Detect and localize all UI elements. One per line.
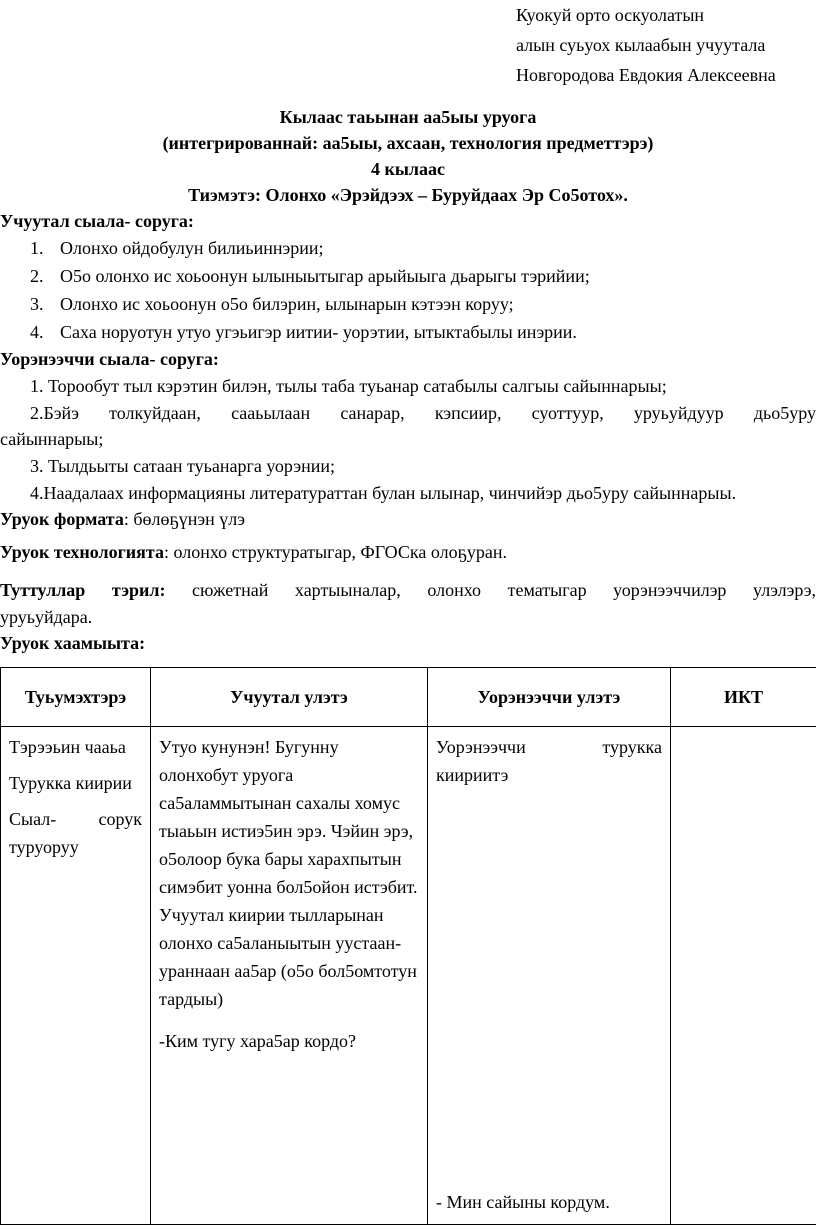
table-row	[1, 727, 816, 1225]
teacher-goal-item: 2. О5о олонхо ис хоьоонун ылыныытыгар арыйыыга дьарыгы тэрийии;	[30, 266, 590, 286]
student-goal-item: 4.Наадалаах информацияны литератураттан булан ылынар, чинчийэр дьо5уру сайыннарыы.	[30, 483, 737, 503]
lesson-grade: 4 кылаас	[370, 159, 445, 179]
teacher-goal-item: 1. Олонхо ойдобулун билиьиннэрии;	[30, 238, 324, 258]
ict-cell	[671, 727, 816, 1225]
lesson-materials-cont: уруьуйдара.	[0, 607, 93, 627]
student-goal-item: 2.Бэйэ толкуйдаан, сааьылаан санарар, кэпсиир, суоттуур, уруьуйдуур дьо5уру	[30, 403, 816, 423]
student-goals-heading: Уорэнээччи сыала- соруга:	[0, 349, 219, 369]
stage-organization: Тэрээьин чааьа	[9, 737, 126, 757]
lesson-technology: Уруок технологията: олонхо структуратыгар, ФГОСка олоҕуран.	[0, 542, 508, 562]
teacher-work-text: Утуо кунунэн! Бугунну олонхобут уруога са5аламмытынан сахалы хомус тыаьын истиэ5ин эрэ. Чэйин эрэ, о5олоор бука бары харахпытын симэбит уонна бол5ойон истэбит. Учуутал киирии тылларынан олонхо са5аланыытын уустаан-ураннаан аа5ар (о5о бол5омтотун тардыы)	[159, 737, 418, 1009]
table-header-row	[1, 668, 816, 727]
col-header-teacher: Учуутал улэтэ	[151, 668, 428, 727]
teacher-goal-item: 3. Олонхо ис хоьоонун о5о билэрин, ылынарын кэтээн коруу;	[30, 294, 514, 314]
lesson-materials: Туттуллар тэрил: сюжетнай хартыыналар, олонхо тематыгар уорэнээччилэр улэлэрэ,	[0, 580, 816, 600]
student-work-cell	[428, 727, 671, 1225]
author-position: алын суьуох кылаабын учуутала	[516, 35, 766, 55]
stage-goal-setting: Сыал- сорук туруоруу	[9, 809, 142, 857]
teacher-question: -Ким тугу хара5ар кордо?	[159, 1031, 357, 1051]
student-work-text: Уорэнээччи турукка киириитэ	[436, 737, 662, 785]
student-goal-item: 1. Торообут тыл кэрэтин билэн, тылы таба туьанар сатабылы салгыы сайыннарыы;	[30, 376, 667, 396]
lesson-subtitle: (интегрированнай: аа5ыы, ахсаан, технология предметтэрэ)	[162, 133, 654, 153]
student-goal-item-cont: сайыннарыы;	[0, 429, 104, 449]
lesson-theme: Тиэмэтэ: Олонхо «Эрэйдээх – Буруйдаах Эр Со5отох».	[188, 185, 628, 205]
stage-cell	[1, 727, 151, 1225]
lesson-progress-heading: Уруок хаамыыта:	[0, 633, 146, 653]
stage-state-entry: Турукка киирии	[9, 773, 132, 793]
author-block	[516, 0, 816, 90]
col-header-stage: Туьумэхтэрэ	[1, 668, 151, 727]
lesson-format: Уруок формата: бөлөҕүнэн үлэ	[0, 509, 245, 529]
student-goal-item: 3. Тылдьыты сатаан туьанарга уорэнии;	[30, 456, 335, 476]
lesson-heading	[0, 104, 816, 208]
lesson-table	[0, 667, 816, 1225]
col-header-ict: ИКТ	[671, 668, 816, 727]
teacher-goal-item: 4. Саха норуотун утуо угэьигэр иитии- уорэтии, ытыктабылы инэрии.	[30, 322, 577, 342]
author-name: Новгородова Евдокия Алексеевна	[516, 65, 776, 85]
student-answer: - Мин сайыны кордум.	[436, 1192, 610, 1212]
author-school: Куокуй орто оскуолатын	[516, 5, 705, 25]
teacher-goals-heading: Учуутал сыала- соруга:	[0, 211, 194, 231]
col-header-student: Уорэнээччи улэтэ	[428, 668, 671, 727]
lesson-title: Кылаас таьынан аа5ыы уруога	[279, 107, 537, 127]
teacher-work-cell	[151, 727, 428, 1225]
